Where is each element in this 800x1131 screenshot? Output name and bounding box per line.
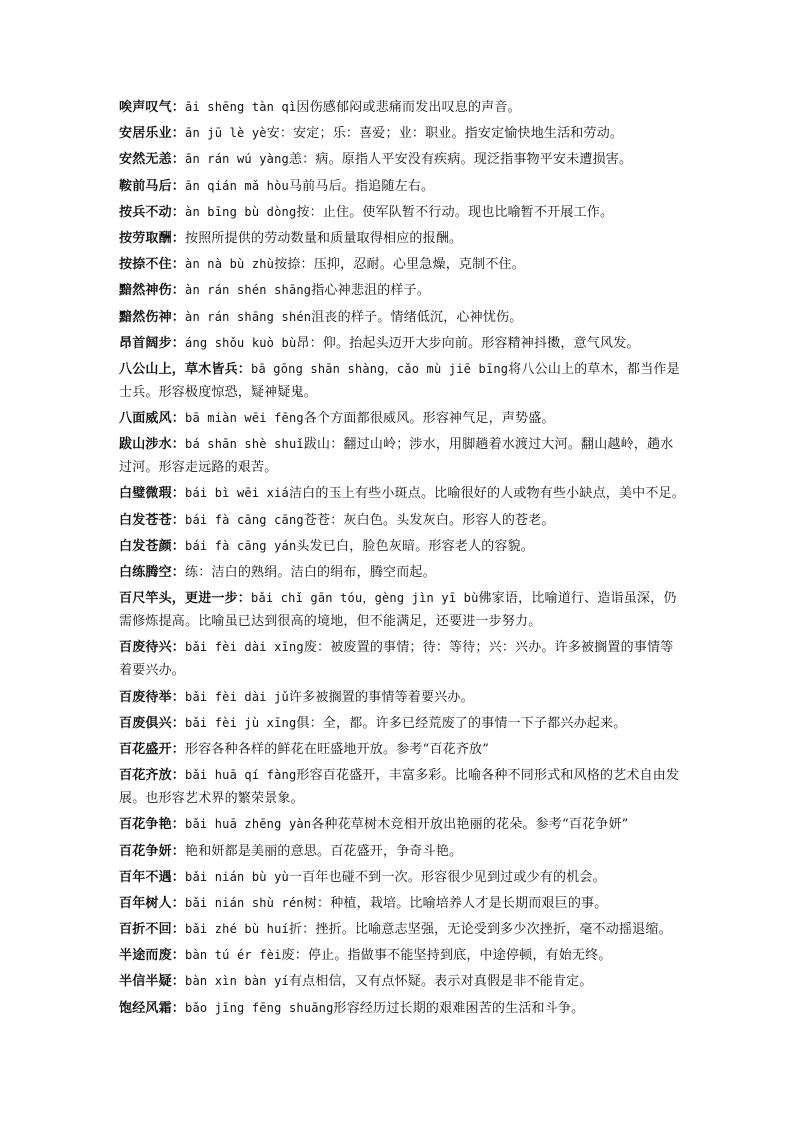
idiom-definition: 指心神悲沮的样子。: [311, 283, 431, 299]
idiom-term: 白璧微瑕：: [119, 486, 186, 502]
idiom-entry: [119, 970, 685, 993]
idiom-entry: [119, 253, 685, 276]
idiom-entry: [119, 686, 685, 709]
idiom-term: 安然无恙：: [119, 152, 186, 168]
idiom-entry: [119, 918, 685, 941]
idiom-pinyin: bā miàn wēi fēng: [185, 411, 304, 426]
idiom-term: 黯然神伤：: [119, 283, 186, 299]
idiom-definition: 俱：全，都。许多已经荒废了的事情一下子都兴办起来。: [296, 715, 627, 731]
idiom-entry: [119, 997, 685, 1020]
idiom-term: 饱经风霜：: [119, 1000, 186, 1016]
idiom-pinyin: bǎi fèi dài xīng: [185, 640, 304, 655]
idiom-entry: [119, 636, 685, 682]
idiom-definition: 头发已白，脸色灰暗。形容老人的容貌。: [296, 538, 534, 554]
idiom-pinyin: àn nà bù zhù: [185, 257, 275, 272]
idiom-definition: 形容经历过长期的艰难困苦的生活和斗争。: [333, 1000, 585, 1016]
idiom-definition: 树：种植，栽培。比喻培养人才是长期而艰巨的事。: [303, 895, 608, 911]
idiom-entry: [119, 813, 685, 836]
idiom-entry: [119, 332, 685, 355]
idiom-definition: 废：停止。指做事不能坚持到底，中途停顿，有始无终。: [281, 948, 612, 964]
idiom-entry: [119, 866, 685, 889]
idiom-term: 白练腾空：: [119, 565, 186, 580]
idiom-definition: 一百年也碰不到一次。形容很少见到过或少有的机会。: [288, 869, 606, 885]
idiom-definition: 按照所提供的劳动数量和质量取得相应的报酬。: [185, 230, 463, 246]
idiom-definition: 苍苍：灰白色。头发灰白。形容人的苍老。: [303, 512, 555, 528]
idiom-definition: 按：止住。使军队暂不行动。现也比喻暂不开展工作。: [296, 204, 614, 220]
idiom-pinyin: āi shēng tàn qì: [185, 100, 297, 114]
idiom-entry: [119, 738, 685, 761]
idiom-entry: [119, 122, 685, 145]
idiom-entry: [119, 306, 685, 329]
idiom-term: 按兵不动：: [119, 204, 186, 220]
idiom-entry: [119, 96, 685, 119]
idiom-pinyin: ān jū lè yè: [185, 126, 267, 141]
idiom-pinyin: bǎi huā qí fàng: [185, 768, 297, 783]
idiom-entry: [119, 358, 685, 404]
idiom-entry: [119, 279, 685, 302]
idiom-term: 百尺竿头，更进一步：: [119, 591, 252, 607]
idiom-entry: [119, 561, 685, 584]
idiom-term: 百花盛开：: [119, 741, 186, 757]
idiom-pinyin: bǎi zhé bù huí: [185, 922, 289, 937]
idiom-pinyin: bā gōng shān shàng，cǎo mù jiē bīng: [251, 361, 509, 376]
idiom-definition: 洁白的玉上有些小斑点。比喻很好的人或物有些小缺点，美中不足。: [288, 486, 685, 502]
idiom-definition: 因伤感郁闷或悲痛而发出叹息的声音。: [296, 100, 521, 115]
idiom-term: 跋山涉水：: [119, 437, 186, 453]
idiom-entry: [119, 201, 685, 224]
idiom-entry: [119, 892, 685, 915]
idiom-pinyin: bàn xìn bàn yí: [185, 974, 289, 989]
idiom-pinyin: bǎi nián bù yù: [185, 869, 289, 884]
idiom-entry: [119, 840, 685, 863]
idiom-definition: 练：洁白的熟绢。洁白的绢布，腾空而起。: [185, 565, 436, 580]
idiom-definition: 废：被废置的事情；待：等待；兴：兴办。许多被搁置的事情等着要兴办。: [119, 640, 674, 679]
idiom-pinyin: bǎi fèi dài jǔ: [185, 689, 289, 704]
idiom-definition: 形容各种各样的鲜花在旺盛地开放。参考“百花齐放”: [185, 741, 490, 757]
idiom-term: 白发苍苍：: [119, 512, 186, 528]
idiom-definition: 折：挫折。比喻意志坚强，无论受到多少次挫折，毫不动摇退缩。: [288, 922, 672, 938]
idiom-definition: 沮丧的样子。情绪低沉，心神忧伤。: [311, 309, 523, 325]
idiom-term: 鞍前马后：: [119, 178, 186, 194]
idiom-pinyin: àn rán shāng shén: [185, 309, 312, 324]
idiom-pinyin: bǎo jīng fēng shuāng: [185, 1000, 334, 1015]
idiom-definition: 艳和妍都是美丽的意思。百花盛开，争奇斗艳。: [185, 843, 463, 859]
idiom-term: 半信半疑：: [119, 974, 186, 990]
idiom-definition: 各种花草树木竞相开放出艳丽的花朵。参考“百花争妍”: [311, 817, 629, 833]
idiom-term: 百废待兴：: [119, 640, 186, 656]
idiom-term: 半途而废：: [119, 948, 186, 964]
idiom-pinyin: bàn tú ér fèi: [185, 948, 282, 963]
idiom-definition: 将八公山上的草木，都当作是士兵。形容极度惊恐，疑神疑鬼。: [119, 361, 680, 400]
idiom-pinyin: àn rán shén shāng: [185, 283, 312, 298]
idiom-entry: [119, 482, 685, 505]
idiom-term: 百年树人：: [119, 895, 186, 911]
idiom-pinyin: ān rán wú yàng: [185, 152, 289, 167]
idiom-term: 八面威风：: [119, 411, 186, 427]
idiom-pinyin: bái fà cāng cāng: [185, 512, 304, 527]
idiom-entry: [119, 712, 685, 735]
idiom-term: 按捺不住：: [119, 257, 186, 273]
idiom-definition: 佛家语，比喻道行、造诣虽深，仍需修炼提高。比喻虽已达到很高的境地，但不能满足，还要进一步努力。: [119, 591, 677, 630]
idiom-entry: [119, 944, 685, 967]
idiom-term: 昂首阔步：: [119, 335, 186, 351]
idiom-entry: [119, 407, 685, 430]
idiom-definition: 各个方面都很威风。形容神气足，声势盛。: [303, 411, 555, 427]
idiom-term: 按劳取酬：: [119, 230, 186, 246]
idiom-entry: [119, 535, 685, 558]
idiom-term: 百花争艳：: [119, 817, 186, 833]
idiom-term: 八公山上，草木皆兵：: [119, 361, 252, 377]
idiom-term: 百花齐放：: [119, 768, 186, 784]
idiom-definition: 形容百花盛开，丰富多彩。比喻各种不同形式和风格的艺术自由发展。也形容艺术界的繁荣景象。: [119, 768, 680, 807]
idiom-entry: [119, 587, 685, 633]
idiom-definition: 许多被搁置的事情等着要兴办。: [288, 689, 474, 705]
idiom-definition: 跋山：翻过山岭；涉水，用脚趟着水渡过大河。翻山越岭，趟水过河。形容走远路的艰苦。: [119, 437, 674, 476]
idiom-pinyin: bái bì wēi xiá: [185, 486, 289, 501]
idiom-definition: 安：安定；乐：喜爱；业：职业。指安定愉快地生活和劳动。: [266, 126, 624, 142]
idiom-term: 黯然伤神：: [119, 309, 186, 325]
idiom-entry: [119, 764, 685, 810]
idiom-definition: 恙：病。原指人平安没有疾病。现泛指事物平安未遭损害。: [288, 152, 633, 168]
idiom-pinyin: bǎi chǐ gān tóu，gèng jìn yī bù: [251, 591, 479, 606]
idiom-term: 百年不遇：: [119, 869, 186, 885]
idiom-entry: [119, 433, 685, 479]
idiom-definition: 马前马后。指追随左右。: [288, 178, 435, 194]
idiom-pinyin: bǎi fèi jù xīng: [185, 715, 297, 730]
idiom-term: 安居乐业：: [119, 126, 186, 142]
idiom-pinyin: àn bīng bù dòng: [185, 204, 297, 219]
idiom-entry: [119, 148, 685, 171]
idiom-term: 唉声叹气：: [119, 100, 186, 115]
idiom-term: 百花争妍：: [119, 843, 186, 859]
idiom-term: 百废待举：: [119, 689, 186, 705]
idiom-term: 百折不回：: [119, 922, 186, 938]
idiom-pinyin: bái fà cāng yán: [185, 538, 297, 553]
idiom-entry: [119, 175, 685, 198]
idiom-pinyin: bǎi nián shù rén: [185, 895, 304, 910]
idiom-pinyin: ān qián mǎ hòu: [185, 178, 289, 193]
idiom-definition: 按捺：压抑，忍耐。心里急燥，克制不住。: [274, 257, 525, 273]
idiom-pinyin: áng shǒu kuò bù: [185, 335, 297, 350]
idiom-pinyin: bá shān shè shuǐ: [185, 437, 304, 452]
idiom-pinyin: bǎi huā zhēng yàn: [185, 817, 312, 832]
idiom-definition: 昂：仰。抬起头迈开大步向前。形容精神抖擞，意气风发。: [296, 335, 640, 351]
idiom-definition: 有点相信，又有点怀疑。表示对真假是非不能肯定。: [288, 974, 593, 990]
idiom-term: 百废俱兴：: [119, 715, 186, 731]
idiom-term: 白发苍颜：: [119, 538, 186, 554]
idiom-entry: [119, 509, 685, 532]
idiom-entry: [119, 227, 685, 250]
